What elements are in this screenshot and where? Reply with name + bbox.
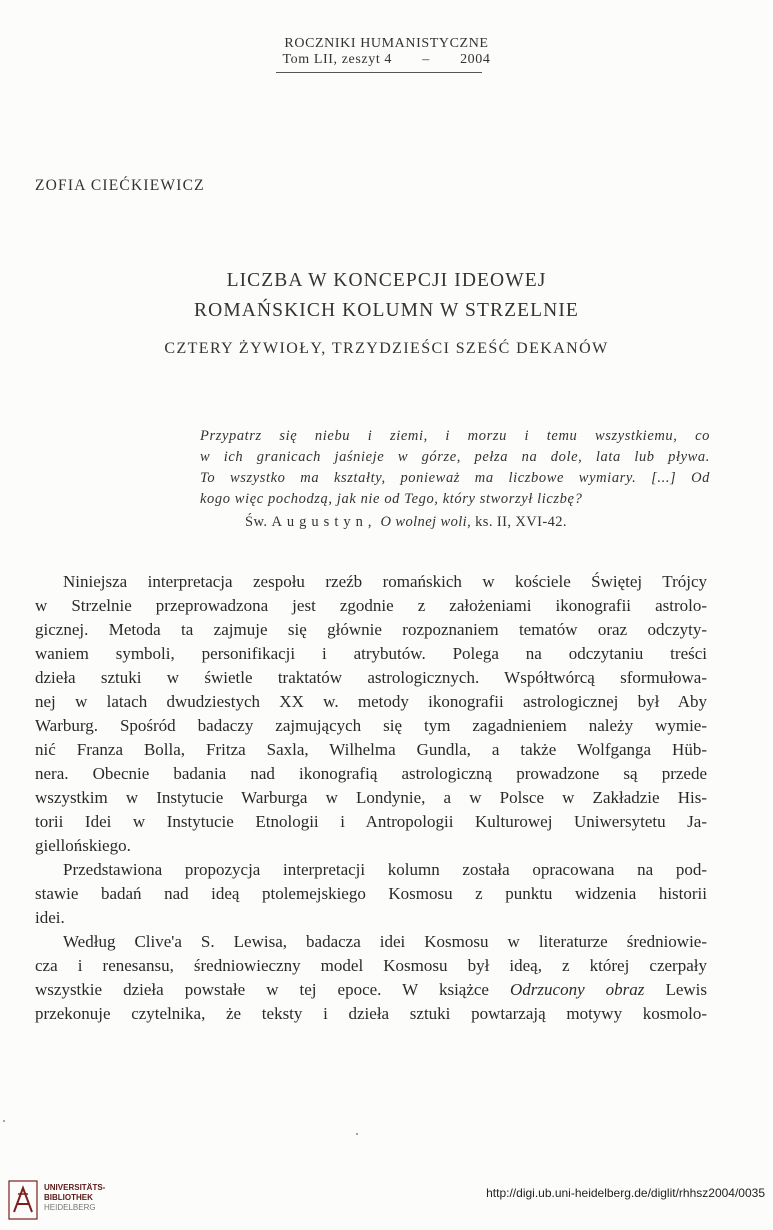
body-line: stawie badań nad ideą ptolemejskiego Kosmosu z punktu widzenia historii xyxy=(35,884,707,903)
body-text: wszystkie dzieła powstałe w tej epoce. W książce xyxy=(35,980,489,999)
body-line: idei. xyxy=(35,908,65,927)
body-line: nej w latach dwudziestych XX w. metody ikonografii astrologicznej był Aby xyxy=(35,692,707,711)
epigraph-line: Przypatrz się niebu i ziemi, i morzu i temu wszystkiemu, co xyxy=(200,428,710,444)
scan-mark xyxy=(3,1120,5,1122)
journal-title: ROCZNIKI HUMANISTYCZNE xyxy=(284,36,489,51)
article-title-line-1: LICZBA W KONCEPCJI IDEOWEJ xyxy=(226,270,547,291)
article-subtitle: CZTERY ŻYWIOŁY, TRZYDZIEŚCI SZEŚĆ DEKANÓW xyxy=(164,340,609,357)
body-line: wszystkim w Instytucie Warburga w Londynie, a w Polsce w Zakładzie His- xyxy=(35,788,707,807)
epigraph-line: kogo więc pochodzą, jak nie od Tego, który stworzył liczbę? xyxy=(200,491,583,507)
library-name-line-3: HEIDELBERG xyxy=(44,1203,96,1212)
epigraph-line: w ich granicach jaśnieje w górze, pełza na dole, lata lub pływa. xyxy=(200,449,710,465)
body-line: Według Clive'a S. Lewisa, badacza idei Kosmosu w literaturze średniowie- xyxy=(63,932,707,951)
epigraph-source xyxy=(245,514,567,531)
journal-year: 2004 xyxy=(460,52,491,67)
body-line: w Strzelnie przeprowadzona jest zgodnie z założeniami ikonografii astrolo- xyxy=(35,596,707,615)
body-line: Przedstawiona propozycja interpretacji kolumn została opracowana na pod- xyxy=(63,860,707,879)
body-line: Warburg. Spośród badaczy zajmujących się tym zagadnieniem należy wymie- xyxy=(35,716,707,735)
body-line xyxy=(35,978,707,1002)
journal-volume: Tom LII, zeszyt 4 xyxy=(282,52,393,67)
library-name-line-2: BIBLIOTHEK xyxy=(44,1193,93,1202)
body-text: Lewis xyxy=(665,980,707,999)
book-title: Odrzucony obraz xyxy=(510,980,645,999)
body-line: torii Idei w Instytucie Etnologii i Antropologii Kulturowej Uniwersytetu Ja- xyxy=(35,812,707,831)
epigraph-source-ref: ks. II, XVI-42. xyxy=(475,514,567,530)
body-line: nera. Obecnie badania nad ikonografią astrologiczną prowadzone są przede xyxy=(35,764,707,783)
article-body xyxy=(35,570,707,1026)
scan-mark xyxy=(356,1133,358,1135)
body-line: przekonuje czytelnika, że teksty i dzieła sztuki powtarzają motywy kosmolo- xyxy=(35,1004,707,1023)
body-line: dzieła sztuki w świetle traktatów astrologicznych. Współtwórcą sformułowa- xyxy=(35,668,707,687)
body-line: cza i renesansu, średniowieczny model Kosmosu był ideą, z której czerpały xyxy=(35,956,707,975)
body-line: nić Franza Bolla, Fritza Saxla, Wilhelma Gundla, a także Wolfganga Hüb- xyxy=(35,740,707,759)
source-url-link[interactable]: http://digi.ub.uni-heidelberg.de/diglit/rhhsz2004/0035 xyxy=(486,1186,765,1200)
epigraph xyxy=(200,426,710,510)
source-url-container xyxy=(486,1186,765,1200)
library-name xyxy=(44,1183,105,1213)
body-line: gicznej. Metoda ta zajmuje się głównie rozpoznaniem tematów oraz odczyty- xyxy=(35,620,707,639)
body-line: giellońskiego. xyxy=(35,836,131,855)
epigraph-line: To wszystko ma kształty, ponieważ ma liczbowe wymiary. [...] Od xyxy=(200,470,710,486)
library-logo-icon xyxy=(8,1180,38,1220)
epigraph-source-prefix: Św. xyxy=(245,514,268,530)
header-rule xyxy=(276,72,482,73)
author-name: ZOFIA CIEĆKIEWICZ xyxy=(35,177,205,194)
epigraph-source-author: Augustyn, xyxy=(271,514,377,530)
journal-volume-line xyxy=(0,52,773,68)
body-line: Niniejsza interpretacja zespołu rzeźb romańskich w kościele Świętej Trójcy xyxy=(63,572,707,591)
library-name-line-1: UNIVERSITÄTS- xyxy=(44,1183,106,1192)
body-line: waniem symboli, personifikacji i atrybutów. Polega na odczytaniu treści xyxy=(35,644,707,663)
epigraph-source-work: O wolnej woli, xyxy=(380,514,472,530)
journal-dash: – xyxy=(422,52,430,67)
article-title-line-2: ROMAŃSKICH KOLUMN W STRZELNIE xyxy=(194,300,579,321)
